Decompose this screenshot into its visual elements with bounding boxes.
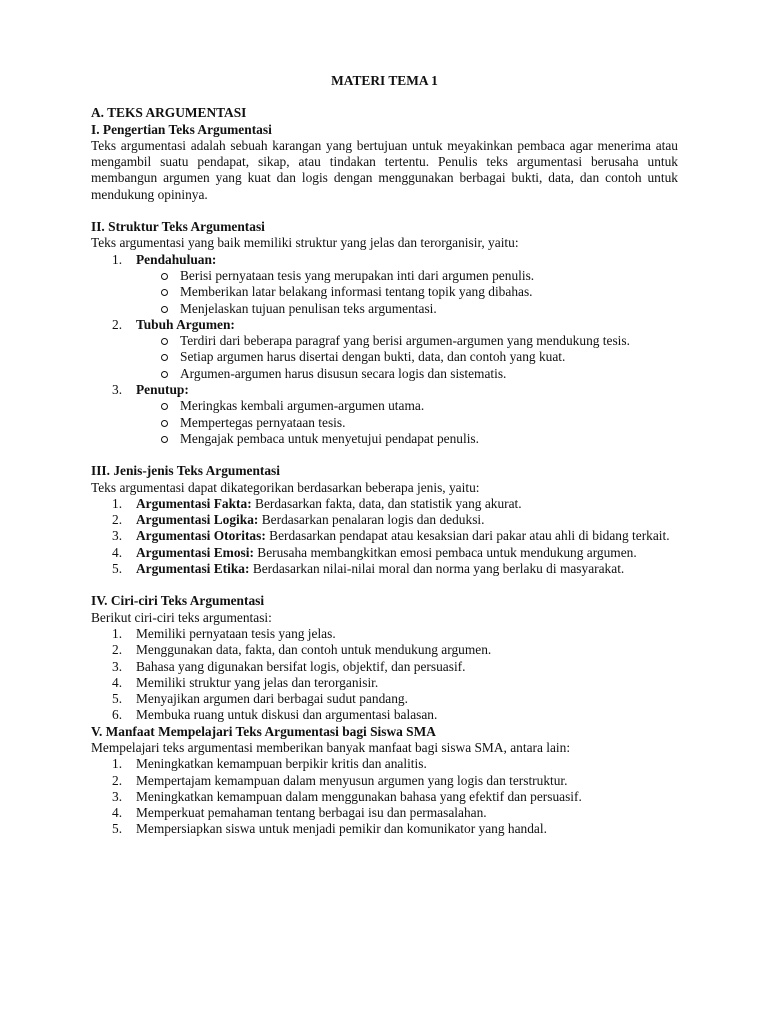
list-text: Memperkuat pemahaman tentang berbagai isu dan permasalahan. xyxy=(136,805,487,821)
list-item xyxy=(91,431,678,447)
list-item xyxy=(91,398,678,414)
type-description: Berdasarkan pendapat atau kesaksian dari pakar atau ahli di bidang terkait. xyxy=(269,528,670,544)
circle-bullet-icon xyxy=(161,289,168,296)
circle-bullet-icon xyxy=(161,403,168,410)
circle-bullet-icon xyxy=(161,273,168,280)
bullet-list xyxy=(91,268,678,317)
list-number: 6. xyxy=(112,707,123,723)
list-item xyxy=(91,707,678,723)
list-item xyxy=(91,659,678,675)
circle-bullet-icon xyxy=(161,371,168,378)
list-item xyxy=(91,528,678,544)
type-term: Argumentasi Emosi: xyxy=(136,544,254,560)
list-text: Mempersiapkan siswa untuk menjadi pemikir dan komunikator yang handal. xyxy=(136,821,547,837)
structure-item-label: Tubuh Argumen: xyxy=(136,316,235,332)
list-number: 1. xyxy=(112,625,123,641)
structure-item xyxy=(91,317,678,333)
bullet-text: Mempertegas pernyataan tesis. xyxy=(180,414,346,430)
list-number: 5. xyxy=(112,821,123,837)
list-item xyxy=(91,675,678,691)
section-1-heading: I. Pengertian Teks Argumentasi xyxy=(91,121,272,137)
list-number: 2. xyxy=(112,316,123,332)
list-item xyxy=(91,415,678,431)
list-item xyxy=(91,821,678,837)
list-number: 3. xyxy=(112,788,123,804)
spacer xyxy=(91,203,678,219)
list-text: Memiliki pernyataan tesis yang jelas. xyxy=(136,625,336,641)
list-number: 2. xyxy=(112,642,123,658)
bullet-text: Terdiri dari beberapa paragraf yang berisi argumen-argumen yang mendukung tesis. xyxy=(180,333,630,349)
bullet-text: Memberikan latar belakang informasi tentang topik yang dibahas. xyxy=(180,284,533,300)
section-2-heading: II. Struktur Teks Argumentasi xyxy=(91,219,265,235)
list-number: 1. xyxy=(112,756,123,772)
type-term: Argumentasi Etika: xyxy=(136,561,250,577)
list-item xyxy=(91,333,678,349)
characteristics-list xyxy=(91,626,678,724)
bullet-text: Meringkas kembali argumen-argumen utama. xyxy=(180,398,425,414)
list-item xyxy=(91,561,678,577)
circle-bullet-icon xyxy=(161,338,168,345)
type-description: Berusaha membangkitkan emosi pembaca untuk mendukung argumen. xyxy=(257,544,637,560)
list-item xyxy=(91,805,678,821)
list-number: 3. xyxy=(112,382,123,398)
list-text: Meningkatkan kemampuan dalam menggunakan bahasa yang efektif dan persuasif. xyxy=(136,788,582,804)
list-item xyxy=(91,545,678,561)
types-list xyxy=(91,496,678,577)
list-text: Membuka ruang untuk diskusi dan argumentasi balasan. xyxy=(136,707,438,723)
type-description: Berdasarkan penalaran logis dan deduksi. xyxy=(261,512,485,528)
section-a-heading: A. TEKS ARGUMENTASI xyxy=(91,105,247,121)
list-text: Meningkatkan kemampuan berpikir kritis dan analitis. xyxy=(136,756,427,772)
section-3-intro: Teks argumentasi dapat dikategorikan berdasarkan beberapa jenis, yaitu: xyxy=(91,479,480,495)
type-term: Argumentasi Fakta: xyxy=(136,495,252,511)
list-text: Menyajikan argumen dari berbagai sudut pandang. xyxy=(136,691,408,707)
bullet-list xyxy=(91,398,678,447)
page-title: MATERI TEMA 1 xyxy=(331,73,438,88)
structure-item xyxy=(91,382,678,398)
list-number: 2. xyxy=(112,772,123,788)
bullet-text: Setiap argumen harus disertai dengan bukti, data, dan contoh yang kuat. xyxy=(180,349,566,365)
list-number: 5. xyxy=(112,691,123,707)
circle-bullet-icon xyxy=(161,306,168,313)
section-4-intro: Berikut ciri-ciri teks argumentasi: xyxy=(91,609,272,625)
list-item xyxy=(91,642,678,658)
section-3-heading: III. Jenis-jenis Teks Argumentasi xyxy=(91,463,280,479)
type-term: Argumentasi Logika: xyxy=(136,512,259,528)
structure-item-label: Penutup: xyxy=(136,382,189,398)
structure-list xyxy=(91,252,678,268)
section-5-heading: V. Manfaat Mempelajari Teks Argumentasi bagi Siswa SMA xyxy=(91,723,436,739)
list-number: 4. xyxy=(112,544,123,560)
section-5-intro: Mempelajari teks argumentasi memberikan banyak manfaat bagi siswa SMA, antara lain: xyxy=(91,739,571,755)
list-text: Menggunakan data, fakta, dan contoh untuk mendukung argumen. xyxy=(136,642,492,658)
list-number: 2. xyxy=(112,512,123,528)
bullet-text: Berisi pernyataan tesis yang merupakan inti dari argumen penulis. xyxy=(180,267,535,283)
section-4-heading: IV. Ciri-ciri Teks Argumentasi xyxy=(91,593,265,609)
list-item xyxy=(91,268,678,284)
structure-list xyxy=(91,382,678,398)
list-item xyxy=(91,626,678,642)
circle-bullet-icon xyxy=(161,436,168,443)
list-number: 5. xyxy=(112,561,123,577)
list-text: Bahasa yang digunakan bersifat logis, objektif, dan persuasif. xyxy=(136,658,466,674)
list-item xyxy=(91,756,678,772)
list-number: 4. xyxy=(112,674,123,690)
structure-item-label: Pendahuluan: xyxy=(136,251,217,267)
bullet-text: Argumen-argumen harus disusun secara logis dan sistematis. xyxy=(180,365,507,381)
list-text: Memiliki struktur yang jelas dan terorganisir. xyxy=(136,674,379,690)
type-term: Argumentasi Otoritas: xyxy=(136,528,266,544)
structure-item xyxy=(91,252,678,268)
spacer xyxy=(91,577,678,593)
list-item xyxy=(91,284,678,300)
list-item xyxy=(91,349,678,365)
list-number: 4. xyxy=(112,805,123,821)
circle-bullet-icon xyxy=(161,420,168,427)
list-item xyxy=(91,691,678,707)
list-number: 1. xyxy=(112,251,123,267)
benefits-list xyxy=(91,756,678,837)
list-item xyxy=(91,773,678,789)
list-item xyxy=(91,512,678,528)
list-text: Mempertajam kemampuan dalam menyusun argumen yang logis dan terstruktur. xyxy=(136,772,568,788)
spacer xyxy=(91,447,678,463)
list-number: 3. xyxy=(112,528,123,544)
list-item xyxy=(91,496,678,512)
bullet-text: Menjelaskan tujuan penulisan teks argumentasi. xyxy=(180,300,437,316)
list-number: 1. xyxy=(112,495,123,511)
circle-bullet-icon xyxy=(161,354,168,361)
section-2-intro: Teks argumentasi yang baik memiliki struktur yang jelas dan terorganisir, yaitu: xyxy=(91,235,519,251)
document-content xyxy=(91,73,678,838)
list-item xyxy=(91,789,678,805)
list-number: 3. xyxy=(112,658,123,674)
list-item xyxy=(91,301,678,317)
list-item xyxy=(91,366,678,382)
structure-list xyxy=(91,317,678,333)
section-1-body: Teks argumentasi adalah sebuah karangan yang bertujuan untuk meyakinkan pembaca agar menerima atau mengambil suatu pendapat, sikap, atau tindakan tertentu. Penulis teks argumentasi berusaha untuk membangun argumen yang kuat dan logis dengan menggunakan berbagai bukti, data, dan contoh untuk mendukung opininya. xyxy=(91,137,678,202)
bullet-list xyxy=(91,333,678,382)
bullet-text: Mengajak pembaca untuk menyetujui pendapat penulis. xyxy=(180,430,479,446)
type-description: Berdasarkan nilai-nilai moral dan norma yang berlaku di masyarakat. xyxy=(252,561,625,577)
type-description: Berdasarkan fakta, data, dan statistik yang akurat. xyxy=(255,495,522,511)
